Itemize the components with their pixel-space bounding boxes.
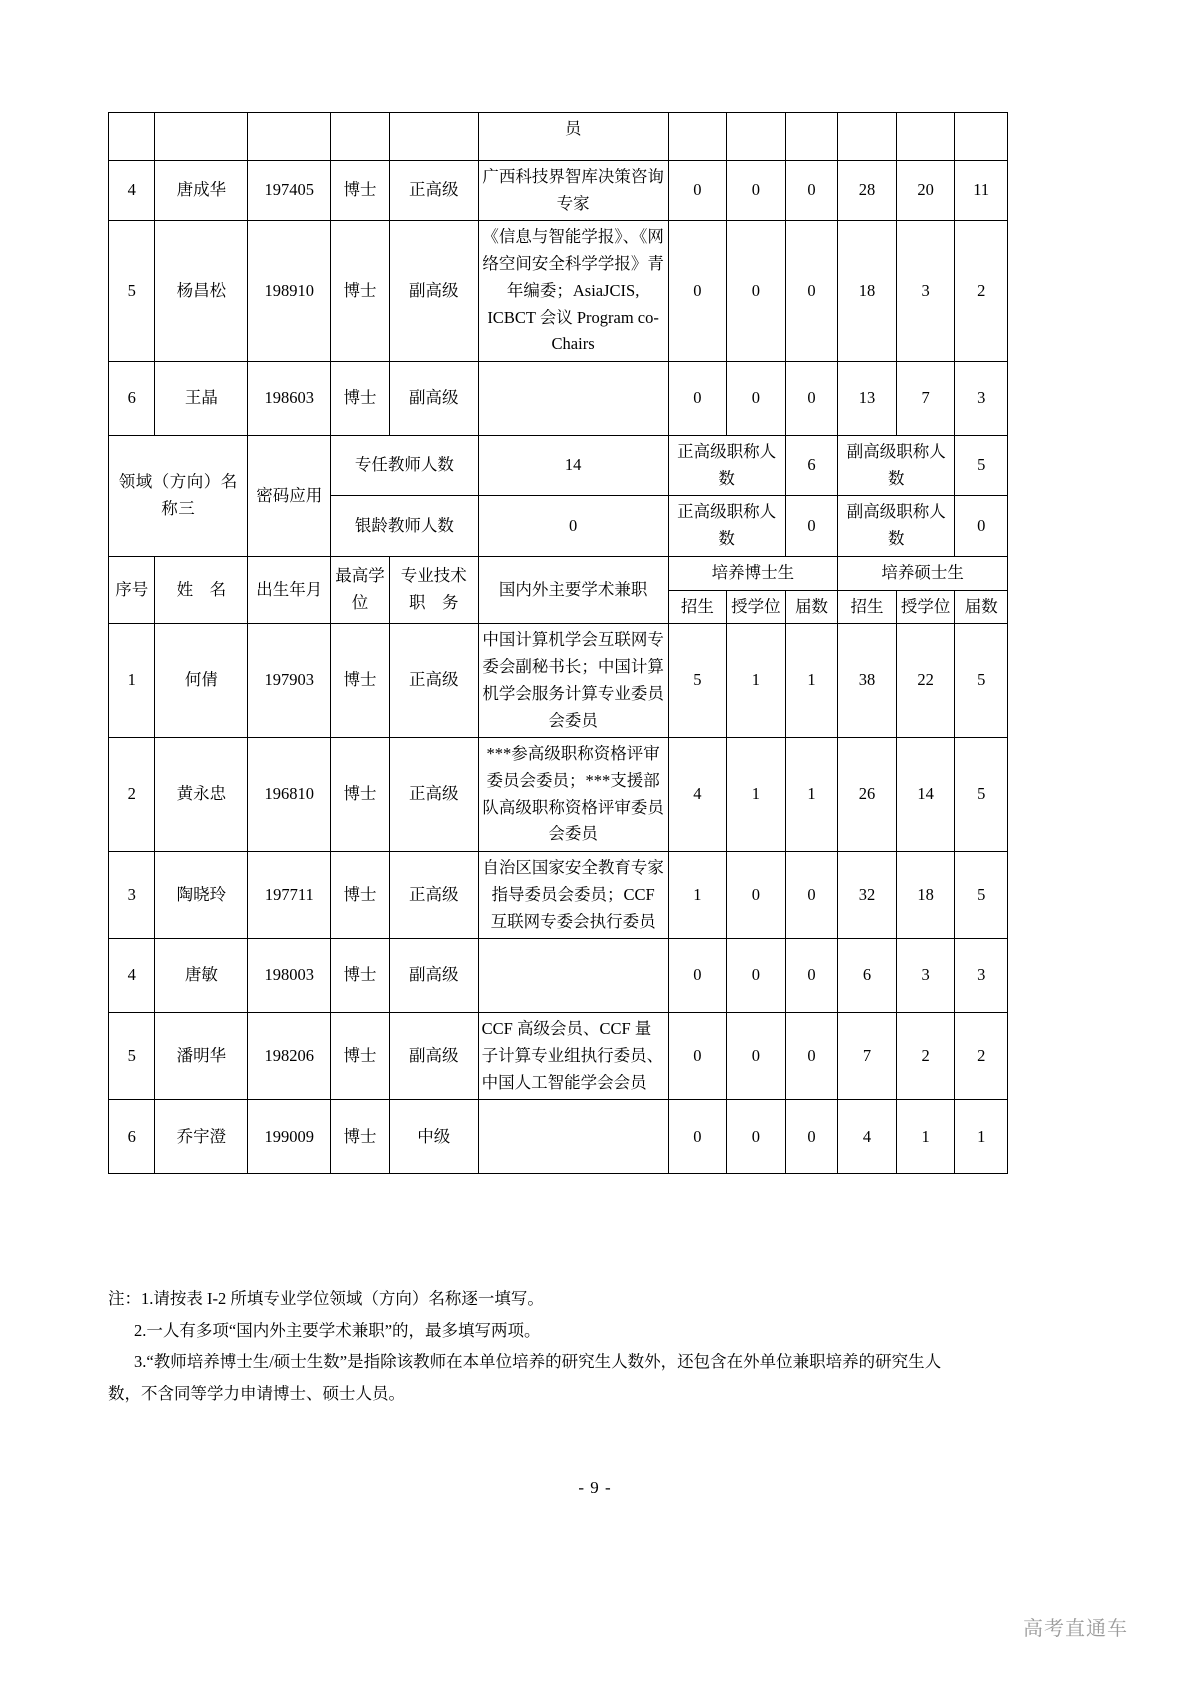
cell-degree: 博士 xyxy=(331,738,390,852)
cell-degree: 博士 xyxy=(331,1100,390,1174)
table-row xyxy=(109,852,1008,939)
cell-title-cont xyxy=(389,113,478,161)
cell-academic-post: 广西科技界智库决策咨询专家 xyxy=(478,161,668,221)
senior-title-label-1: 正高级职称人数 xyxy=(668,436,785,496)
cell-degree: 博士 xyxy=(331,939,390,1013)
cell-seq: 2 xyxy=(109,738,155,852)
cell-mas-award: 22 xyxy=(896,624,955,738)
cell-doc-award: 1 xyxy=(727,738,786,852)
cell-seq: 4 xyxy=(109,161,155,221)
cell-doc-enroll: 0 xyxy=(668,221,727,362)
cell-doc-enroll: 0 xyxy=(668,1013,727,1100)
table-notes xyxy=(108,1283,1038,1410)
cell-mas-award: 1 xyxy=(896,1100,955,1174)
cell-academic-post: 《信息与智能学报》、《网络空间安全科学学报》青年编委；AsiaJCIS, ICBCT 会议 Program co-Chairs xyxy=(478,221,668,362)
cell-mas-enroll: 26 xyxy=(838,738,897,852)
cell-birth: 198003 xyxy=(248,939,331,1013)
cell-mas-award: 20 xyxy=(896,161,955,221)
cell-birth: 197711 xyxy=(248,852,331,939)
cell-doc-award: 1 xyxy=(727,624,786,738)
cell-mas-cohort: 2 xyxy=(955,1013,1008,1100)
cell-doc-cohort: 0 xyxy=(785,221,838,362)
header-birth: 出生年月 xyxy=(248,556,331,623)
faculty-table-container xyxy=(108,112,1008,1174)
cell-academic-post xyxy=(478,939,668,1013)
header-group-master: 培养硕士生 xyxy=(838,556,1008,590)
cell-mas-award: 3 xyxy=(896,221,955,362)
cell-name: 何倩 xyxy=(155,624,248,738)
cell-mas-cohort: 3 xyxy=(955,362,1008,436)
cell-doc-award: 0 xyxy=(727,161,786,221)
cell-doc-enroll: 4 xyxy=(668,738,727,852)
cell-degree: 博士 xyxy=(331,1013,390,1100)
cell-title: 正高级 xyxy=(389,738,478,852)
fulltime-teacher-label: 专任教师人数 xyxy=(331,436,478,496)
cell-doc-cohort: 0 xyxy=(785,852,838,939)
domain-name-label: 领域（方向）名称三 xyxy=(109,436,248,557)
cell-doc-award: 0 xyxy=(727,221,786,362)
cell-doc-award: 0 xyxy=(727,362,786,436)
cell-mas-cohort: 3 xyxy=(955,939,1008,1013)
cell-doc-cohort-cont xyxy=(785,113,838,161)
cell-doc-enroll: 0 xyxy=(668,939,727,1013)
cell-academic-post: CCF 高级会员、CCF 量子计算专业组执行委员、中国人工智能学会会员 xyxy=(478,1013,668,1100)
cell-doc-award: 0 xyxy=(727,852,786,939)
cell-doc-cohort: 0 xyxy=(785,161,838,221)
header-seq: 序号 xyxy=(109,556,155,623)
cell-mas-cohort: 5 xyxy=(955,852,1008,939)
cell-degree: 博士 xyxy=(331,221,390,362)
cell-academic-post xyxy=(478,362,668,436)
cell-title: 中级 xyxy=(389,1100,478,1174)
table-row xyxy=(109,624,1008,738)
cell-name-cont xyxy=(155,113,248,161)
cell-mas-enroll: 6 xyxy=(838,939,897,1013)
cell-academic-post xyxy=(478,1100,668,1174)
assoc-senior-title-value-2: 0 xyxy=(955,496,1008,556)
assoc-senior-title-label-2: 副高级职称人数 xyxy=(838,496,955,556)
header-mas-award: 授学位 xyxy=(896,590,955,624)
cell-mas-cohort: 1 xyxy=(955,1100,1008,1174)
cell-name: 王晶 xyxy=(155,362,248,436)
cell-mas-award: 2 xyxy=(896,1013,955,1100)
fulltime-teacher-value: 14 xyxy=(478,436,668,496)
cell-mas-enroll: 32 xyxy=(838,852,897,939)
cell-doc-enroll: 0 xyxy=(668,1100,727,1174)
table-row xyxy=(109,161,1008,221)
cell-doc-award: 0 xyxy=(727,1013,786,1100)
cell-title: 副高级 xyxy=(389,1013,478,1100)
header-tech-title: 专业技术职 务 xyxy=(389,556,478,623)
cell-birth-cont xyxy=(248,113,331,161)
cell-name: 杨昌松 xyxy=(155,221,248,362)
note-line-2: 2.一人有多项“国内外主要学术兼职”的，最多填写两项。 xyxy=(134,1320,541,1340)
cell-degree: 博士 xyxy=(331,624,390,738)
cell-academic-post: 自治区国家安全教育专家指导委员会委员；CCF 互联网专委会执行委员 xyxy=(478,852,668,939)
note-line-3: 3.“教师培养博士生/硕士生数”是指除该教师在本单位培养的研究生人数外，还包含在外单位兼职培养的研究生人 xyxy=(134,1352,942,1372)
silver-teacher-value: 0 xyxy=(478,496,668,556)
cell-degree: 博士 xyxy=(331,362,390,436)
senior-title-value-1: 6 xyxy=(785,436,838,496)
senior-title-label-2: 正高级职称人数 xyxy=(668,496,785,556)
note-line-4: 数，不含同等学力申请博士、硕士人员。 xyxy=(108,1384,405,1404)
cell-doc-cohort: 0 xyxy=(785,939,838,1013)
cell-mas-enroll: 13 xyxy=(838,362,897,436)
table-row xyxy=(109,221,1008,362)
senior-title-value-2: 0 xyxy=(785,496,838,556)
cell-birth: 196810 xyxy=(248,738,331,852)
cell-mas-enroll: 4 xyxy=(838,1100,897,1174)
header-doc-award: 授学位 xyxy=(727,590,786,624)
cell-name: 陶晓玲 xyxy=(155,852,248,939)
cell-academic-post: ***参高级职称资格评审委员会委员；***支援部队高级职称资格评审委员会委员 xyxy=(478,738,668,852)
assoc-senior-title-value-1: 5 xyxy=(955,436,1008,496)
header-group-doctoral: 培养博士生 xyxy=(668,556,838,590)
cell-academic-post: 中国计算机学会互联网专委会副秘书长；中国计算机学会服务计算专业委员会委员 xyxy=(478,624,668,738)
cell-seq: 6 xyxy=(109,1100,155,1174)
table-row-continued xyxy=(109,113,1008,161)
cell-birth: 198206 xyxy=(248,1013,331,1100)
cell-mas-cohort: 5 xyxy=(955,738,1008,852)
cell-mas-cohort-cont xyxy=(955,113,1008,161)
cell-doc-enroll: 0 xyxy=(668,161,727,221)
header-mas-cohorts: 届数 xyxy=(955,590,1008,624)
cell-mas-enroll: 38 xyxy=(838,624,897,738)
cell-mas-enroll: 7 xyxy=(838,1013,897,1100)
cell-birth: 199009 xyxy=(248,1100,331,1174)
header-academic-post: 国内外主要学术兼职 xyxy=(478,556,668,623)
domain-name-value: 密码应用 xyxy=(248,436,331,557)
silver-teacher-label: 银龄教师人数 xyxy=(331,496,478,556)
cell-title: 正高级 xyxy=(389,624,478,738)
cell-name: 乔宇澄 xyxy=(155,1100,248,1174)
cell-academic-post-cont: 员 xyxy=(478,113,668,161)
cell-doc-award-cont xyxy=(727,113,786,161)
header-doc-cohorts: 届数 xyxy=(785,590,838,624)
cell-birth: 198603 xyxy=(248,362,331,436)
header-degree: 最高学位 xyxy=(331,556,390,623)
cell-title: 副高级 xyxy=(389,939,478,1013)
cell-doc-enroll: 5 xyxy=(668,624,727,738)
table-row xyxy=(109,1013,1008,1100)
cell-doc-enroll-cont xyxy=(668,113,727,161)
assoc-senior-title-label-1: 副高级职称人数 xyxy=(838,436,955,496)
note-line-1: 注：1.请按表 I-2 所填专业学位领域（方向）名称逐一填写。 xyxy=(108,1289,544,1308)
cell-doc-cohort: 1 xyxy=(785,738,838,852)
cell-doc-award: 0 xyxy=(727,939,786,1013)
header-doc-enroll: 招生 xyxy=(668,590,727,624)
cell-doc-cohort: 0 xyxy=(785,1013,838,1100)
cell-doc-enroll: 0 xyxy=(668,362,727,436)
cell-seq: 1 xyxy=(109,624,155,738)
header-name: 姓 名 xyxy=(155,556,248,623)
cell-title: 副高级 xyxy=(389,221,478,362)
cell-degree: 博士 xyxy=(331,852,390,939)
page-number: - 9 - xyxy=(578,1478,612,1497)
cell-birth: 197903 xyxy=(248,624,331,738)
table-row xyxy=(109,939,1008,1013)
domain-summary-row-1 xyxy=(109,436,1008,496)
cell-mas-cohort: 11 xyxy=(955,161,1008,221)
cell-mas-enroll-cont xyxy=(838,113,897,161)
cell-doc-award: 0 xyxy=(727,1100,786,1174)
cell-mas-cohort: 2 xyxy=(955,221,1008,362)
cell-seq: 5 xyxy=(109,221,155,362)
cell-mas-award-cont xyxy=(896,113,955,161)
cell-doc-enroll: 1 xyxy=(668,852,727,939)
cell-title: 副高级 xyxy=(389,362,478,436)
faculty-table xyxy=(108,112,1008,1174)
cell-mas-award: 14 xyxy=(896,738,955,852)
cell-doc-cohort: 0 xyxy=(785,362,838,436)
cell-mas-enroll: 18 xyxy=(838,221,897,362)
cell-mas-award: 7 xyxy=(896,362,955,436)
cell-seq-cont xyxy=(109,113,155,161)
cell-doc-cohort: 1 xyxy=(785,624,838,738)
cell-title: 正高级 xyxy=(389,852,478,939)
cell-name: 唐敏 xyxy=(155,939,248,1013)
cell-mas-award: 3 xyxy=(896,939,955,1013)
cell-seq: 5 xyxy=(109,1013,155,1100)
cell-birth: 197405 xyxy=(248,161,331,221)
cell-mas-cohort: 5 xyxy=(955,624,1008,738)
table-row xyxy=(109,1100,1008,1174)
cell-mas-enroll: 28 xyxy=(838,161,897,221)
table-row xyxy=(109,738,1008,852)
cell-seq: 6 xyxy=(109,362,155,436)
table-header-row-1 xyxy=(109,556,1008,590)
table-row xyxy=(109,362,1008,436)
cell-mas-award: 18 xyxy=(896,852,955,939)
cell-seq: 4 xyxy=(109,939,155,1013)
cell-title: 正高级 xyxy=(389,161,478,221)
cell-degree-cont xyxy=(331,113,390,161)
cell-name: 黄永忠 xyxy=(155,738,248,852)
header-mas-enroll: 招生 xyxy=(838,590,897,624)
cell-degree: 博士 xyxy=(331,161,390,221)
cell-name: 唐成华 xyxy=(155,161,248,221)
cell-birth: 198910 xyxy=(248,221,331,362)
cell-doc-cohort: 0 xyxy=(785,1100,838,1174)
cell-seq: 3 xyxy=(109,852,155,939)
cell-name: 潘明华 xyxy=(155,1013,248,1100)
watermark: 高考直通车 xyxy=(1023,1618,1128,1640)
